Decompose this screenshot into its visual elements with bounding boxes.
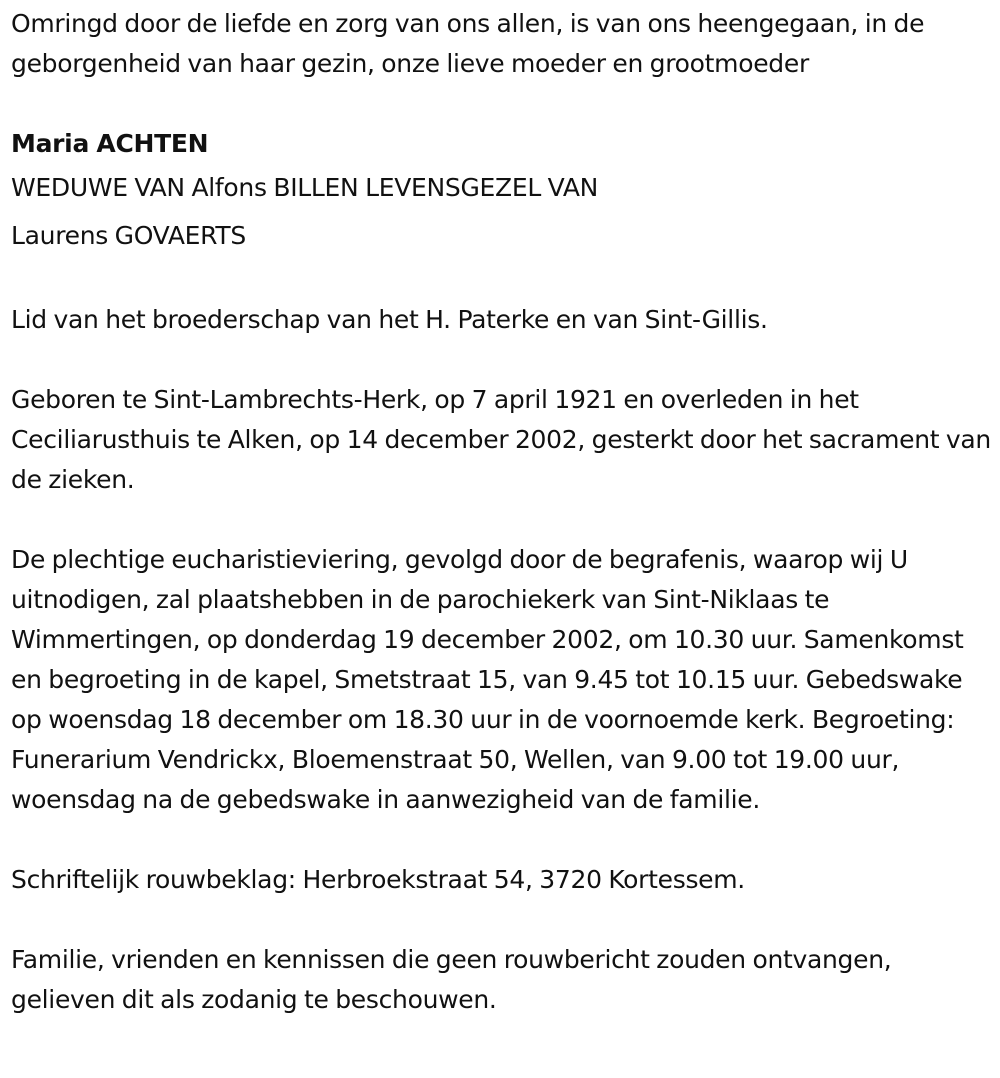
birth-death-paragraph: Geboren te Sint-Lambrechts-Herk, op 7 april 1921 en overleden in het Ceciliarusthuis te Alken, op 14 december 2002, gesterkt door het sacrament van de zieken. — [11, 385, 991, 494]
relation-line-2: Laurens GOVAERTS — [11, 221, 246, 250]
ceremony-paragraph: De plechtige eucharistieviering, gevolgd door de begrafenis, waarop wij U uitnodigen, zal plaatshebben in de parochiekerk van Sint-Niklaas te Wimmertingen, op donderdag 19 december 2002, om 10.30 uur. Samenkomst en begroeting in de kapel, Smetstraat 15, van 9.45 tot 10.15 uur. Gebedswake op woensdag 18 december om 18.30 uur in de voornoemde kerk. Begroeting: Funerarium Vendrickx, Bloemenstraat 50, Wellen, van 9.00 tot 19.00 uur, woensdag na de gebedswake in aanwezigheid van de familie. — [11, 545, 964, 814]
relation-line-1: WEDUWE VAN Alfons BILLEN LEVENSGEZEL VAN — [11, 173, 599, 202]
deceased-name: Maria ACHTEN — [11, 129, 209, 158]
condolence-paragraph: Schriftelijk rouwbeklag: Herbroekstraat 54, 3720 Kortessem. — [11, 865, 745, 894]
closing-paragraph: Familie, vrienden en kennissen die geen rouwbericht zouden ontvangen, gelieven dit als zodanig te beschouwen. — [11, 945, 892, 1014]
intro-paragraph: Omringd door de liefde en zorg van ons allen, is van ons heengegaan, in de geborgenheid van haar gezin, onze lieve moeder en grootmoeder — [11, 9, 925, 78]
membership-paragraph: Lid van het broederschap van het H. Paterke en van Sint-Gillis. — [11, 305, 768, 334]
death-notice — [11, 4, 996, 1020]
